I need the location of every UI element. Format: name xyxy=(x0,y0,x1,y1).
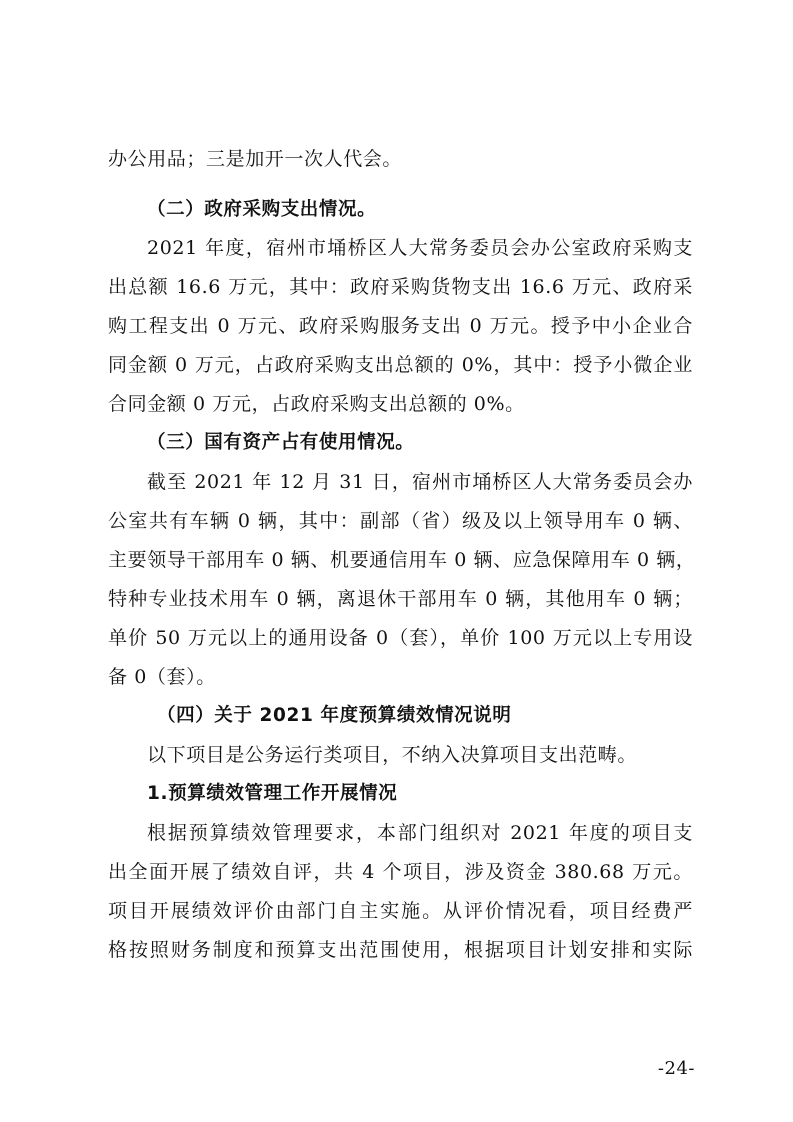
paragraph-line: 截至 2021 年 12 月 31 日，宿州市埇桥区人大常务委员会办 xyxy=(147,471,693,493)
paragraph-line: 2021 年度，宿州市埇桥区人大常务委员会办公室政府采购支 xyxy=(147,237,693,259)
paragraph-line: 出总额 16.6 万元，其中：政府采购货物支出 16.6 万元、政府采 xyxy=(108,276,693,298)
paragraph-line: 单价 50 万元以上的通用设备 0（套），单价 100 万元以上专用设 xyxy=(108,627,693,649)
page-number: -24- xyxy=(657,1058,695,1079)
paragraph-line: 购工程支出 0 万元、政府采购服务支出 0 万元。授予中小企业合 xyxy=(108,315,693,337)
paragraph-line: 办公用品；三是加开一次人代会。 xyxy=(108,148,403,170)
paragraph-line: 出全面开展了绩效自评，共 4 个项目，涉及资金 380.68 万元。 xyxy=(108,861,693,883)
paragraph-line: 公室共有车辆 0 辆，其中：副部（省）级及以上领导用车 0 辆、 xyxy=(108,510,693,532)
section-heading-performance: （四）关于 2021 年度预算绩效情况说明 xyxy=(157,705,512,726)
paragraph-line: 特种专业技术用车 0 辆，离退休干部用车 0 辆，其他用车 0 辆； xyxy=(108,588,693,610)
paragraph-line: 项目开展绩效评价由部门自主实施。从评价情况看，项目经费严 xyxy=(108,900,693,922)
paragraph-line: 格按照财务制度和预算支出范围使用，根据项目计划安排和实际 xyxy=(108,939,693,961)
paragraph-line: 根据预算绩效管理要求，本部门组织对 2021 年度的项目支 xyxy=(147,822,693,844)
paragraph-line: 以下项目是公务运行类项目，不纳入决算项目支出范畴。 xyxy=(147,744,638,766)
section-heading-procurement: （二）政府采购支出情况。 xyxy=(147,199,377,220)
paragraph-line: 同金额 0 万元，占政府采购支出总额的 0%，其中：授予小微企业 xyxy=(108,354,693,376)
subsection-heading: 1.预算绩效管理工作开展情况 xyxy=(147,783,398,804)
paragraph-line: 备 0（套）。 xyxy=(108,666,216,688)
paragraph-line: 主要领导干部用车 0 辆、机要通信用车 0 辆、应急保障用车 0 辆， xyxy=(108,549,696,571)
paragraph-line: 合同金额 0 万元，占政府采购支出总额的 0%。 xyxy=(108,393,525,415)
section-heading-assets: （三）国有资产占有使用情况。 xyxy=(147,432,415,453)
